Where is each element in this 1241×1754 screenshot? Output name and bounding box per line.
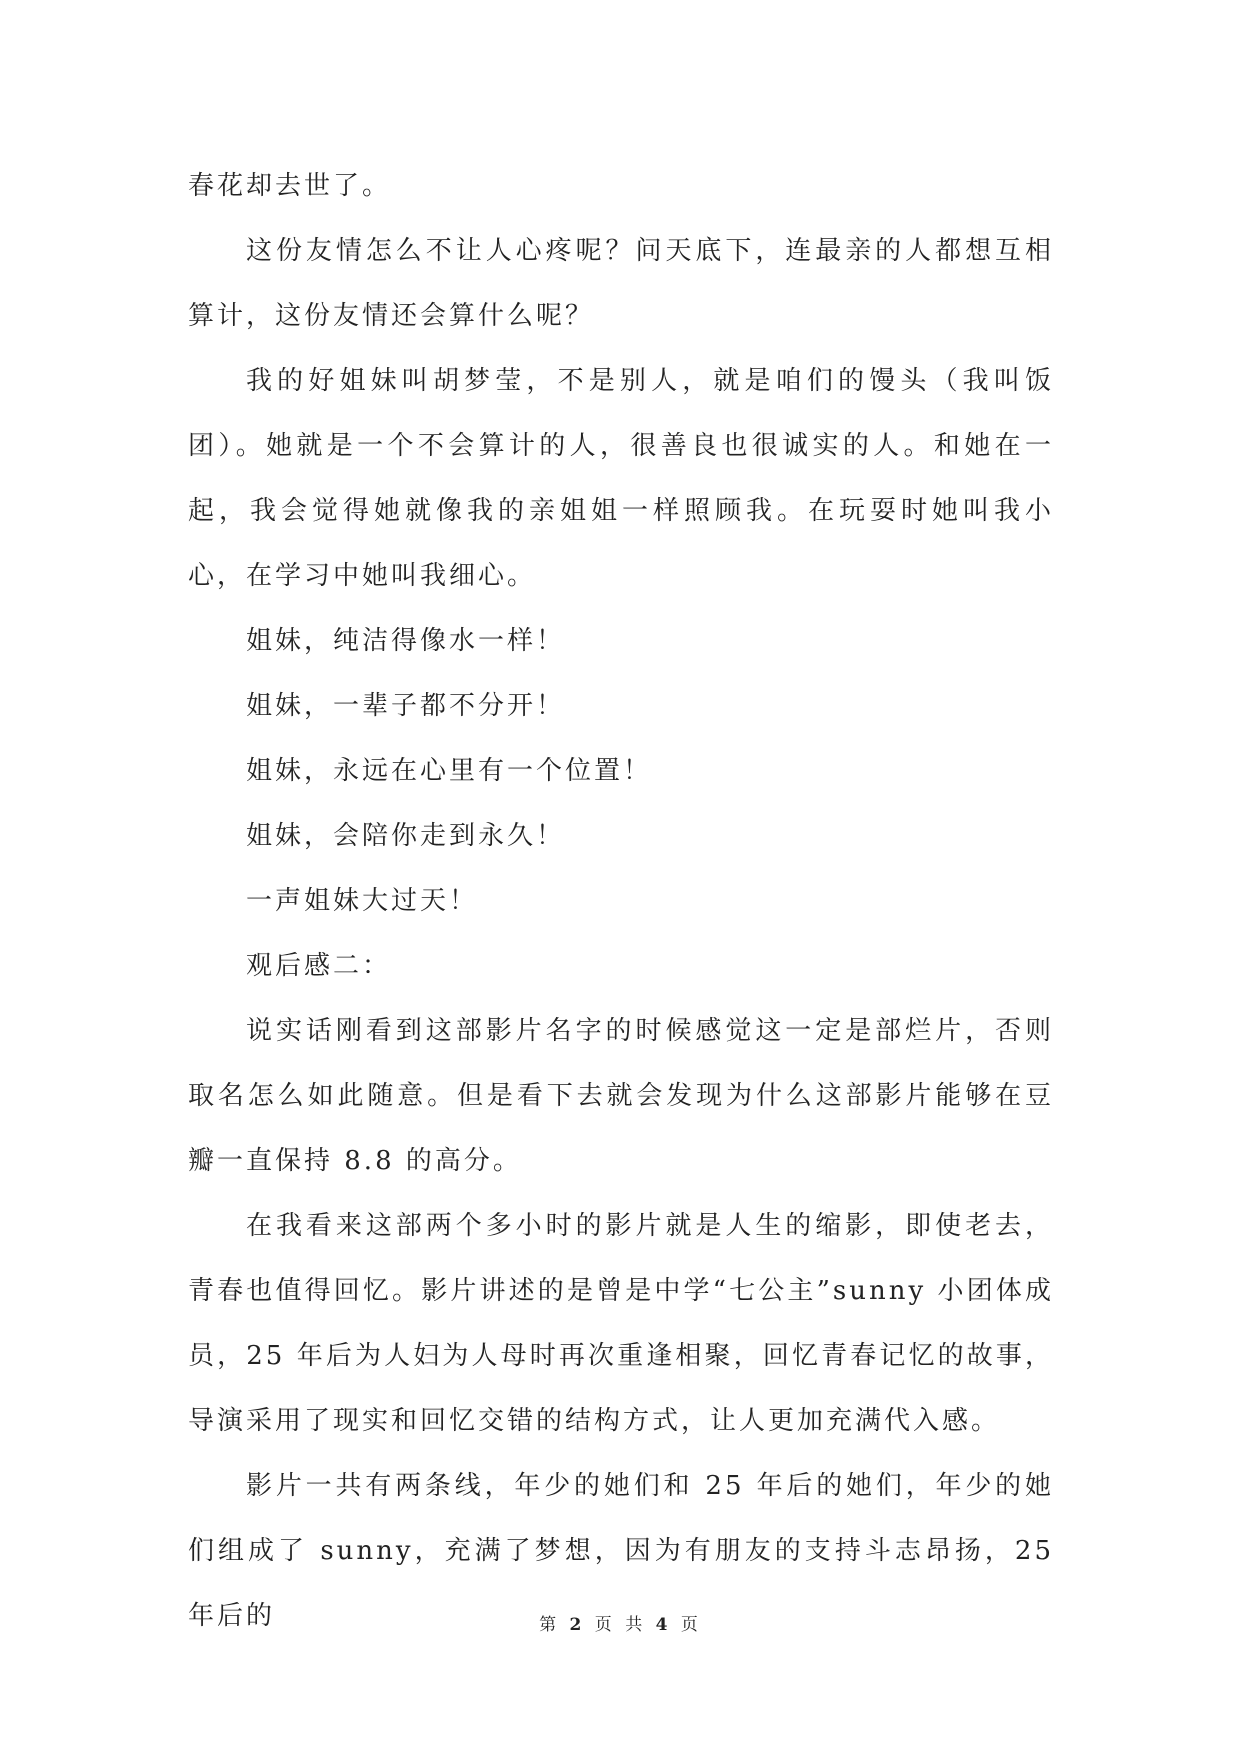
paragraph: 姐妹，会陪你走到永久！ (246, 821, 566, 851)
paragraph: 姐妹，永远在心里有一个位置！ (246, 756, 653, 786)
paragraph: 在我看来这部两个多小时的影片就是人生的缩影，即使老去，青春也值得回忆。影片讲述的是曾是中学“七公主”sunny 小团体成员，25 年后为人妇为人母时再次重逢相聚，回忆青春记忆的故事，导演采用了现实和回忆交错的结构方式，让人更加充满代入感。 (188, 1211, 1054, 1436)
paragraph: 我的好姐妹叫胡梦莹，不是别人，就是咱们的馒头（我叫饭团）。她就是一个不会算计的人，很善良也很诚实的人。和她在一起，我会觉得她就像我的亲姐姐一样照顾我。在玩耍时她叫我小心，在学习中她叫我细心。 (188, 366, 1054, 591)
current-page-number: 2 (569, 1615, 586, 1635)
paragraph: 一声姐妹大过天！ (246, 886, 479, 916)
paragraph: 影片一共有两条线，年少的她们和 25 年后的她们，年少的她们组成了 sunny，充满了梦想，因为有朋友的支持斗志昂扬，25 年后的 (188, 1471, 1054, 1631)
total-pages-number: 4 (655, 1615, 672, 1635)
footer-middle: 页 共 (594, 1615, 647, 1635)
paragraph: 说实话刚看到这部影片名字的时候感觉这一定是部烂片，否则取名怎么如此随意。但是看下去就会发现为什么这部影片能够在豆瓣一直保持 8.8 的高分。 (188, 1016, 1054, 1176)
paragraph: 姐妹，一辈子都不分开！ (246, 691, 566, 721)
page-footer (0, 1610, 1241, 1635)
paragraph: 这份友情怎么不让人心疼呢？问天底下，连最亲的人都想互相算计，这份友情还会算什么呢？ (188, 236, 1054, 331)
paragraph: 春花却去世了。 (188, 171, 392, 201)
paragraph: 姐妹，纯洁得像水一样！ (246, 626, 566, 656)
section-heading: 观后感二： (246, 951, 392, 981)
footer-prefix: 第 (539, 1615, 561, 1635)
document-body (188, 154, 1054, 1649)
footer-suffix: 页 (680, 1615, 702, 1635)
